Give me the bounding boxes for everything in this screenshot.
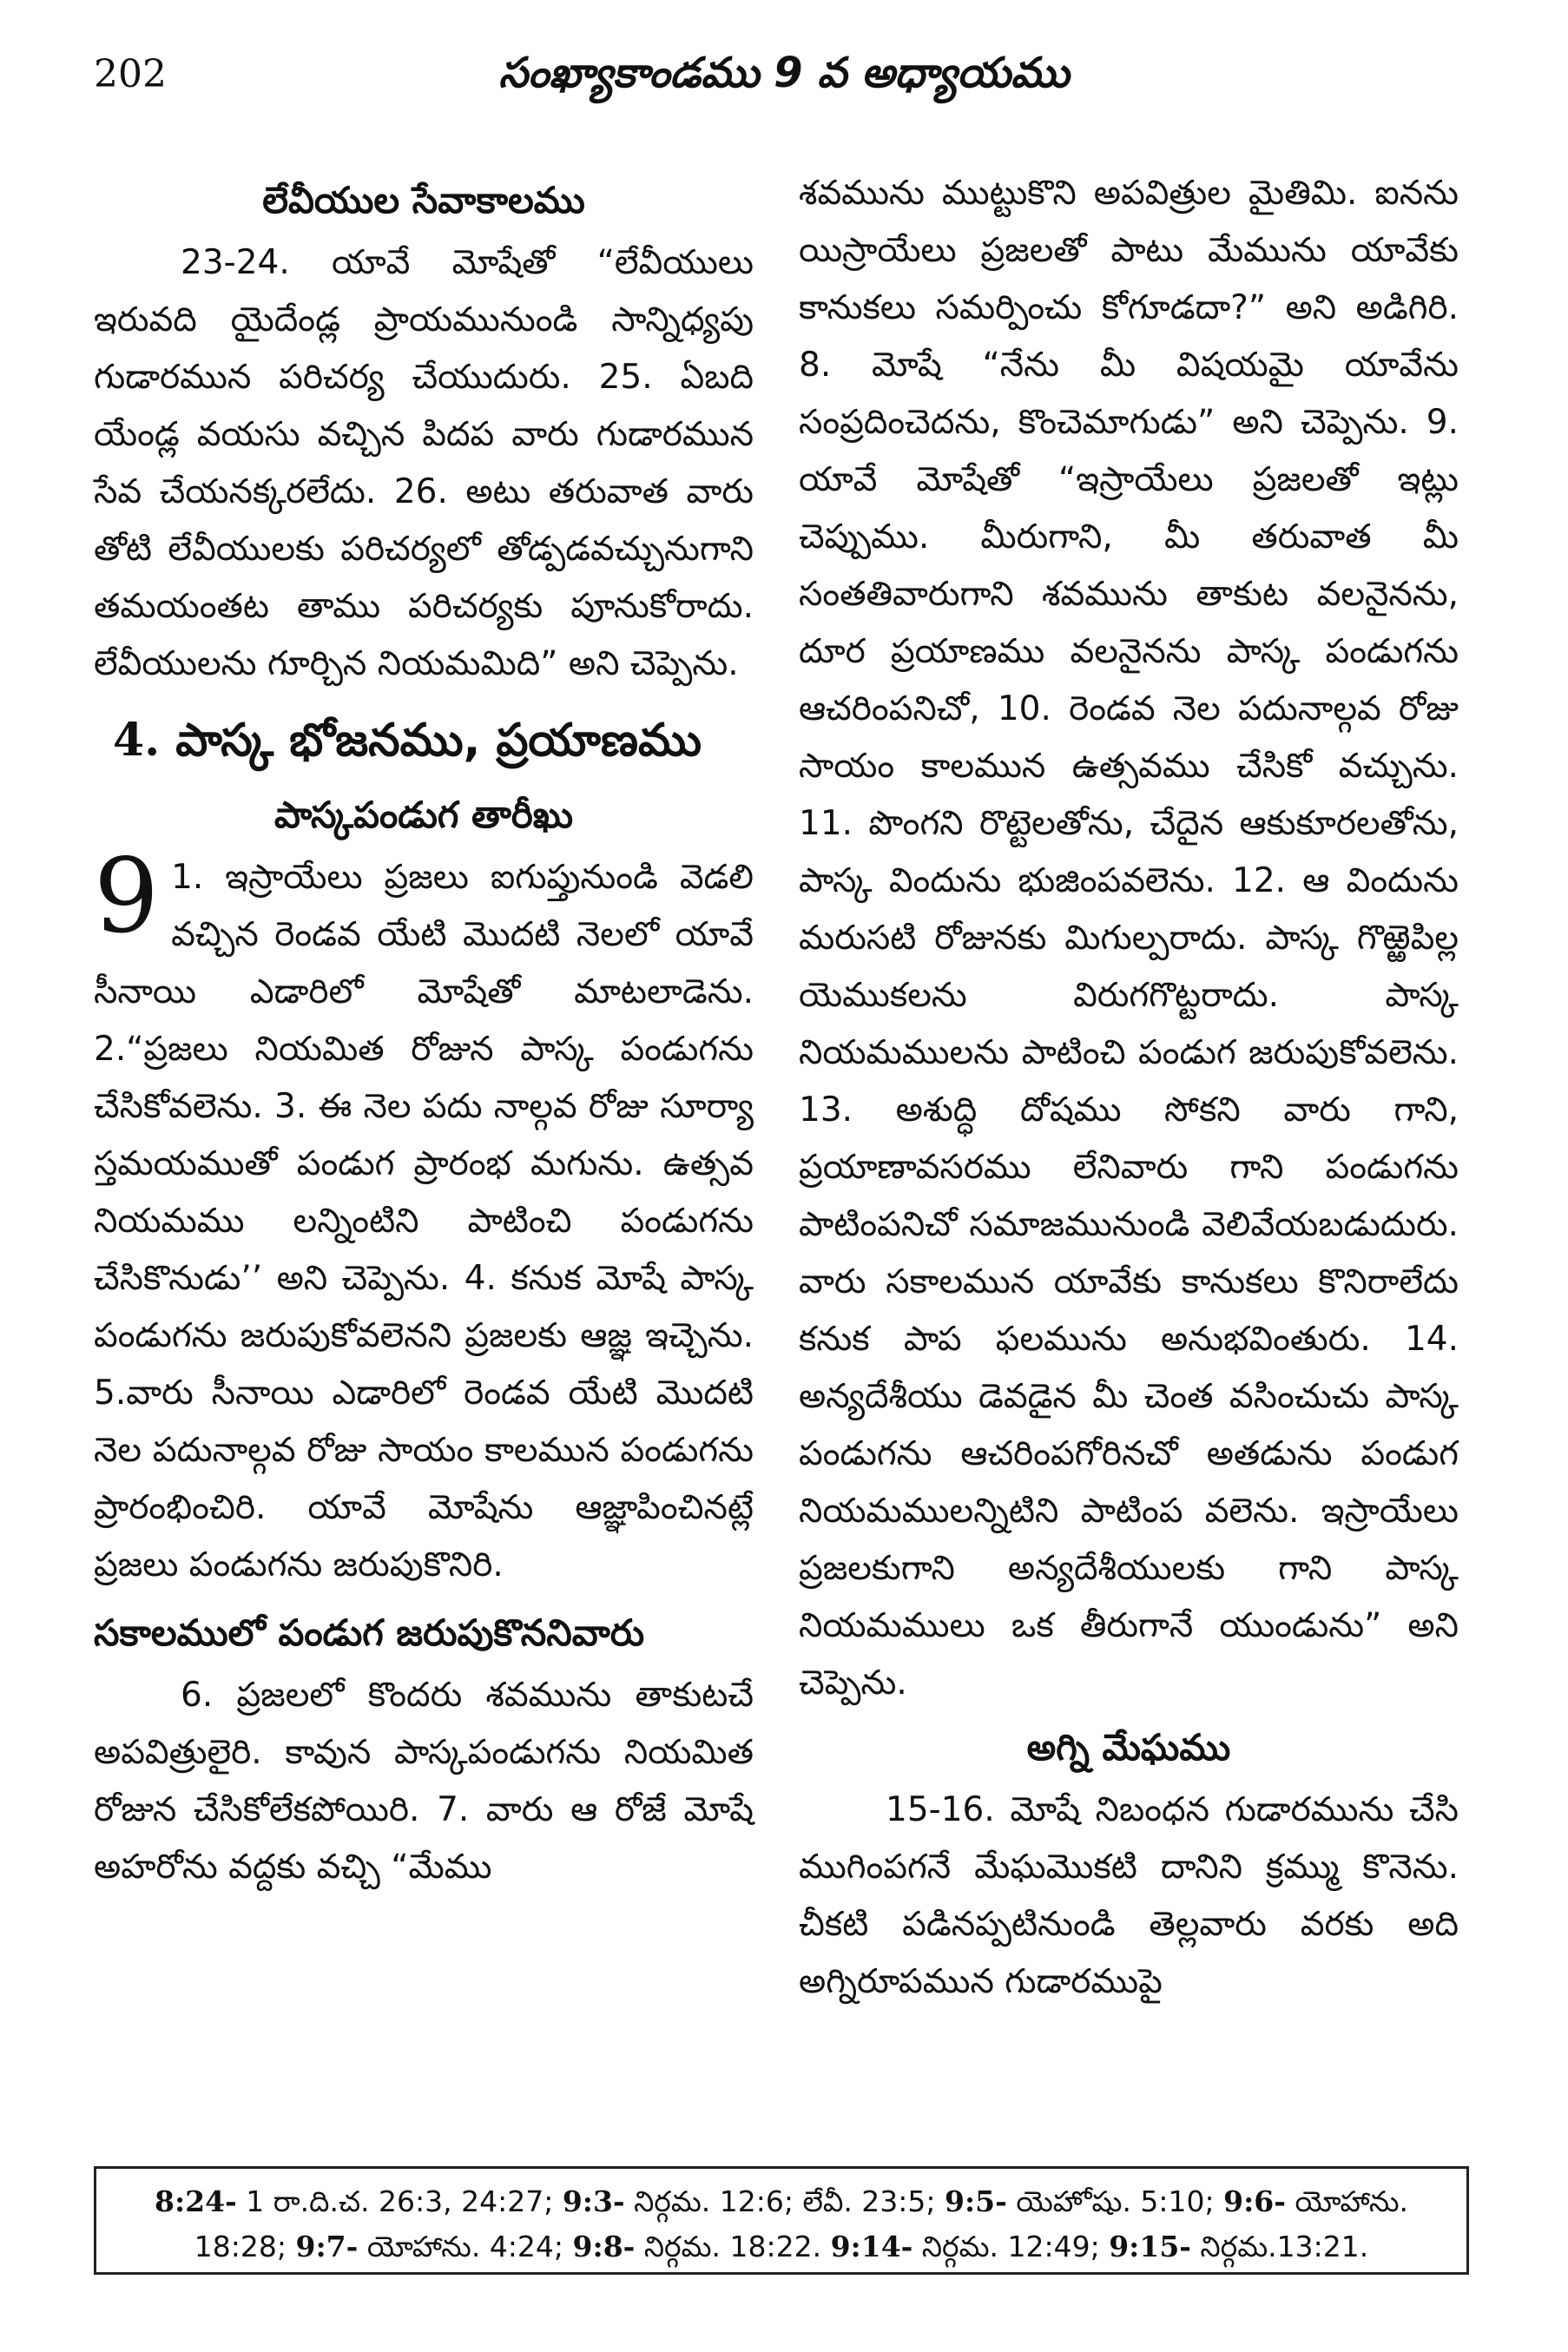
- ref-label: 9:7-: [295, 2230, 359, 2263]
- page-header: [94, 45, 1474, 115]
- ref-text: యోహాను. 4:24;: [366, 2230, 564, 2263]
- ref-text: యెహోషు. 5:10;: [1016, 2184, 1215, 2218]
- heading-fire-cloud: అగ్ని మేఘము: [1026, 1726, 1231, 1769]
- heading-late-passover: సకాలములో పండుగ జరుపుకొననివారు: [94, 1611, 645, 1654]
- ref-label: 9:6-: [1223, 2184, 1286, 2218]
- heading-levites-service: లేవీయుల సేవాకాలము: [262, 179, 585, 221]
- ref-text: నిర్గమ. 12:6; లేవీ. 23:5;: [634, 2184, 936, 2218]
- paragraph-unclean: 6. ప్రజలలో కొందరు శవమును తాకుటచే అపవిత్రులైరి. కావున పాస్కపండుగను నియమిత రోజున చేసికోలేకపోయిరి. 7. వారు ఆ రోజే మోషే అహరోను వద్దకు వచ్చి “మేము: [94, 1676, 754, 1887]
- section-heading: [113, 702, 754, 780]
- ref-label: 9:8-: [572, 2230, 636, 2263]
- chapter-dropcap: 9: [94, 836, 160, 956]
- right-column: [799, 165, 1459, 2011]
- ref-text: నిర్గమ. 12:49;: [921, 2230, 1100, 2263]
- paragraph-cloud: 15-16. మోషే నిబంధన గుడారమును చేసి ముగింపగనే మేఘమొకటి దానిని క్రమ్ము కొనెను. చీకటి పడినప్పటినుండి తెల్లవారు వరకు అది అగ్నిరూపమున గుడారముపై: [799, 1790, 1459, 2001]
- ref-text: 1 రా.ది.చ. 26:3, 24:27;: [246, 2184, 554, 2218]
- heading-passover-date: పాస్కపండుగ తారీఖు: [273, 794, 574, 836]
- page-number: 202: [94, 52, 167, 96]
- section-title: పాస్క భోజనము, ప్రయాణము: [175, 715, 702, 767]
- paragraph-levites: 23-24. యావే మోషేతో “లేవీయులు ఇరువది యైదేండ్ల ప్రాయమునుండి సాన్నిధ్యపు గుడారమున పరిచర్య చేయుదురు. 25. ఏబది యేండ్ల వయసు వచ్చిన పిదప వారు గుడారమున సేవ చేయనక్కరలేదు. 26. అటు తరువాత వారు తోటి లేవీయులకు పరిచర్యలో తోడ్పడవచ్చునుగాని తమయంతట తాము పరిచర్యకు పూనుకోరాదు. లేవీయులను గూర్చిన నియమమిది” అని చెప్పెను.: [94, 243, 754, 683]
- running-title: సంఖ్యాకాండము 9 వ అధ్యాయము: [498, 49, 1070, 97]
- ref-label: 9:3-: [562, 2184, 625, 2218]
- left-column: [94, 165, 754, 1896]
- ref-label: 9:15-: [1109, 2230, 1191, 2263]
- paragraph-continuation: శవమును ముట్టుకొని అపవిత్రుల మైతిమి. ఐనను యిస్రాయేలు ప్రజలతో పాటు మేమును యావేకు కానుకలు సమర్పించు కోగూడదా?” అని అడిగిరి. 8. మోషే “నేను మీ విషయమై యావేను సంప్రదించెదను, కొంచెమాగుడు” అని చెప్పెను. 9. యావే మోషేతో “ఇస్రాయేలు ప్రజలతో ఇట్లు చెప్పుము. మీరుగాని, మీ తరువాత మీ సంతతివారుగాని శవమును తాకుట వలనైనను, దూర ప్రయాణము వలనైనను పాస్క పండుగను ఆచరింపనిచో, 10. రెండవ నెల పదునాల్గవ రోజు సాయం కాలమున ఉత్సవము చేసికో వచ్చును. 11. పొంగని రొట్టెలతోను, చేదైన ఆకుకూరలతోను, పాస్క విందును భుజింపవలెను. 12. ఆ విందును మరుసటి రోజునకు మిగుల్పరాదు. పాస్క గొఱ్ఱెపిల్ల యెముకలను విరుగగొట్టరాదు. పాస్క నియమములను పాటించి పండుగ జరుపుకోవలెను. 13. అశుద్ధి దోషము సోకని వారు గాని, ప్రయాణావసరము లేనివారు గాని పండుగను పాటింపనిచో సమాజమునుండి వెలివేయబడుదురు. వారు సకాలమున యావేకు కానుకలు కొనిరాలేదు కనుక పాప ఫలమును అనుభవింతురు. 14. అన్యదేశీయు డెవడైన మీ చెంత వసించుచు పాస్క పండుగను ఆచరింపగోరినచో అతడును పండుగ నియమములన్నిటిని పాటింప వలెను. ఇస్రాయేలు ప్రజలకుగాని అన్యదేశీయులకు గాని పాస్క నియమములు ఒక తీరుగానే యుండును” అని చెప్పెను.: [799, 174, 1459, 1703]
- ref-label: 9:14-: [830, 2230, 913, 2263]
- ref-text: యోహాను. 18:28;: [194, 2184, 1408, 2263]
- ref-text: నిర్గమ. 18:22.: [643, 2230, 822, 2263]
- paragraph-passover: 1. ఇస్రాయేలు ప్రజలు ఐగుప్తునుండి వెడలి వచ్చిన రెండవ యేటి మొదటి నెలలో యావే సీనాయి ఎడారిలో మోషేతో మాటలాడెను. 2.“ప్రజలు నియమిత రోజున పాస్క పండుగను చేసికోవలెను. 3. ఈ నెల పదు నాల్గవ రోజు సూర్యా స్తమయముతో పండుగ ప్రారంభ మగును. ఉత్సవ నియమము లన్నింటిని పాటించి పండుగను చేసికొనుడు’’ అని చెప్పెను. 4. కనుక మోషే పాస్క పండుగను జరుపుకోవలెనని ప్రజలకు ఆజ్ఞ ఇచ్చెను. 5.వారు సీనాయి ఎడారిలో రెండవ యేటి మొదటి నెల పదునాల్గవ రోజు సాయం కాలమున పండుగను ప్రారంభించిరి. యావే మోషేను ఆజ్ఞాపించినట్లే ప్రజలు పండుగను జరుపుకొనిరి.: [94, 858, 754, 1584]
- ref-label: 9:5-: [945, 2184, 1007, 2218]
- ref-text: నిర్గమ.13:21.: [1200, 2230, 1369, 2263]
- ref-label: 8:24-: [155, 2184, 237, 2218]
- section-number: 4.: [113, 714, 161, 767]
- chapter-opening: [94, 836, 754, 1594]
- cross-reference-box: [94, 2166, 1469, 2275]
